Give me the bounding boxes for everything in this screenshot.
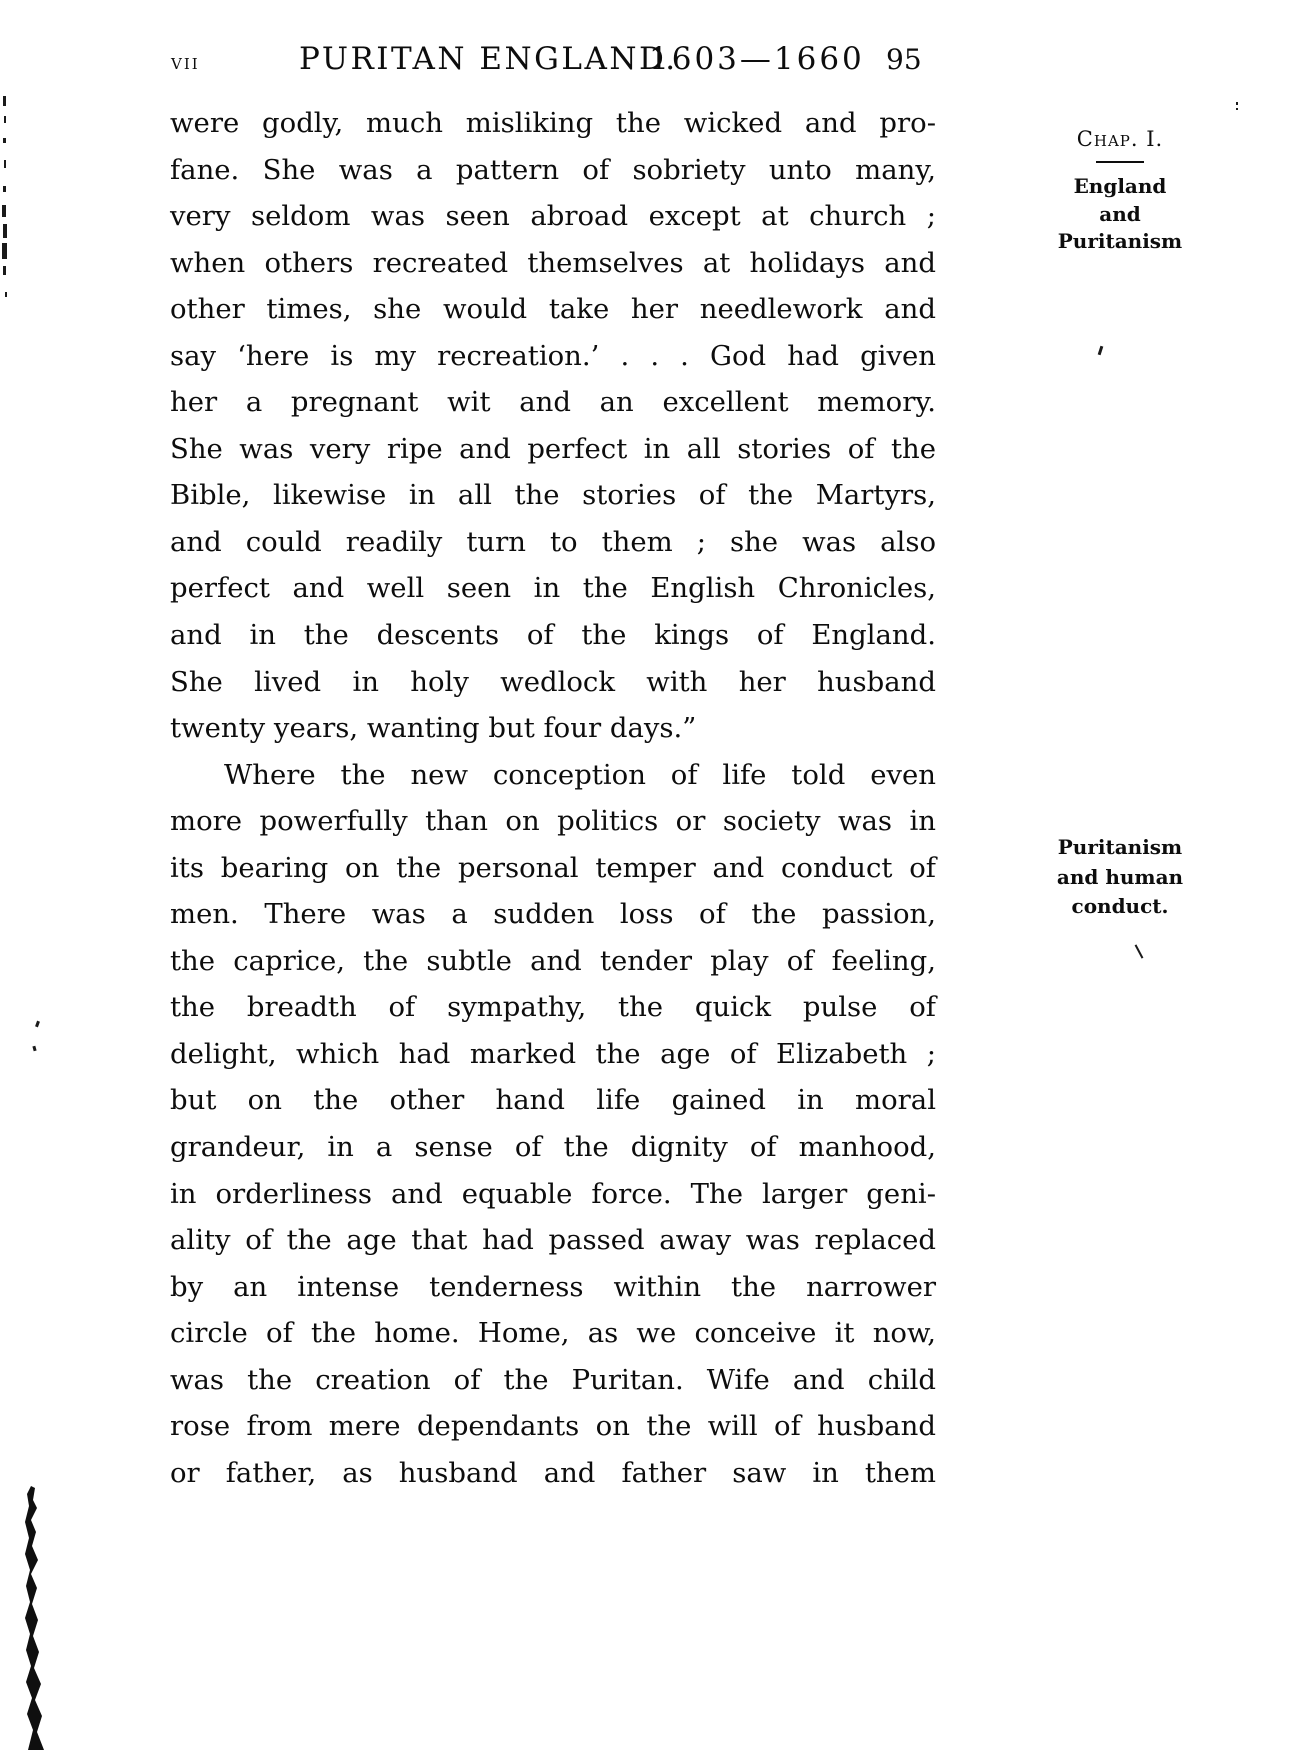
margin-note-line: and bbox=[1099, 201, 1141, 226]
margin-note-line: conduct. bbox=[1071, 894, 1169, 918]
scan-speck bbox=[3, 266, 6, 275]
scan-speck bbox=[4, 160, 6, 168]
text-line: when others recreated themselves at holidays and bbox=[170, 246, 936, 279]
text-line: other times, she would take her needlework and bbox=[170, 293, 936, 326]
chapter-rule bbox=[1096, 161, 1144, 163]
scan-speck bbox=[3, 138, 6, 143]
scan-speck bbox=[3, 186, 6, 192]
scan-speck bbox=[2, 205, 6, 217]
margin-note-line: and human bbox=[1056, 864, 1184, 889]
text-line: or father, as husband and father saw in them bbox=[170, 1456, 936, 1489]
text-line: delight, which had marked the age of Elizabeth ; bbox=[170, 1037, 936, 1070]
margin-note-chapter bbox=[1040, 126, 1200, 256]
scan-speck bbox=[3, 224, 7, 238]
scan-speck bbox=[3, 96, 6, 106]
text-line: by an intense tenderness within the narrower bbox=[170, 1270, 936, 1303]
chapter-label: Chap. I. bbox=[1076, 127, 1164, 151]
margin-note-conduct bbox=[1040, 833, 1200, 922]
scan-speck bbox=[1098, 346, 1104, 355]
scan-speck bbox=[1135, 944, 1144, 958]
text-line: and in the descents of the kings of England. bbox=[170, 619, 936, 652]
text-line: men. There was a sudden loss of the passion, bbox=[170, 898, 936, 931]
text-line: say ‘here is my recreation.’ . . . God had given bbox=[170, 339, 936, 372]
text-line: circle of the home. Home, as we conceive it now, bbox=[170, 1317, 936, 1350]
text-line: the caprice, the subtle and tender play of feeling, bbox=[170, 944, 936, 977]
text-line: fane. She was a pattern of sobriety unto many, bbox=[170, 153, 936, 186]
text-line: She was very ripe and perfect in all stories of the bbox=[170, 432, 936, 465]
text-line: Where the new conception of life told even bbox=[224, 758, 936, 791]
text-line: more powerfully than on politics or society was in bbox=[170, 805, 936, 838]
text-line: very seldom was seen abroad except at church ; bbox=[170, 200, 936, 233]
text-line: but on the other hand life gained in moral bbox=[170, 1084, 936, 1117]
text-line: were godly, much misliking the wicked and pro- bbox=[170, 107, 936, 139]
scan-speck bbox=[1236, 108, 1238, 110]
text-line: Bible, likewise in all the stories of the Martyrs, bbox=[170, 479, 936, 512]
text-line: ality of the age that had passed away was replaced bbox=[170, 1224, 936, 1257]
scan-speck bbox=[4, 116, 6, 123]
running-title: PURITAN ENGLAND. bbox=[299, 41, 678, 77]
margin-note-line: England bbox=[1073, 174, 1167, 198]
text-line: rose from mere dependants on the will of husband bbox=[170, 1410, 936, 1443]
text-line: twenty years, wanting but four days.” bbox=[170, 712, 697, 745]
scan-speck bbox=[2, 243, 7, 259]
text-line: grandeur, in a sense of the dignity of manhood, bbox=[170, 1131, 936, 1164]
text-line: perfect and well seen in the English Chronicles, bbox=[170, 572, 936, 605]
chapter-date-range: 1603—1660 bbox=[649, 41, 865, 77]
text-line: and could readily turn to them ; she was also bbox=[170, 525, 936, 558]
margin-note-line: Puritanism bbox=[1057, 835, 1183, 859]
scan-speck bbox=[35, 1021, 40, 1028]
scan-speck bbox=[1236, 102, 1238, 105]
text-line: in orderliness and equable force. The larger geni- bbox=[170, 1177, 936, 1210]
text-line: its bearing on the personal temper and conduct of bbox=[170, 851, 936, 884]
scan-streak bbox=[22, 1486, 48, 1750]
text-line: was the creation of the Puritan. Wife and child bbox=[170, 1363, 936, 1396]
body-text bbox=[170, 100, 936, 1496]
text-line: her a pregnant wit and an excellent memory. bbox=[170, 386, 936, 419]
page-number: 95 bbox=[886, 43, 922, 76]
scan-speck bbox=[32, 1046, 36, 1052]
scan-speck bbox=[5, 292, 7, 297]
text-line: the breadth of sympathy, the quick pulse of bbox=[170, 991, 936, 1024]
folio-number: vii bbox=[171, 50, 200, 74]
margin-note-line: Puritanism bbox=[1057, 229, 1183, 253]
text-line: She lived in holy wedlock with her husband bbox=[170, 665, 936, 698]
